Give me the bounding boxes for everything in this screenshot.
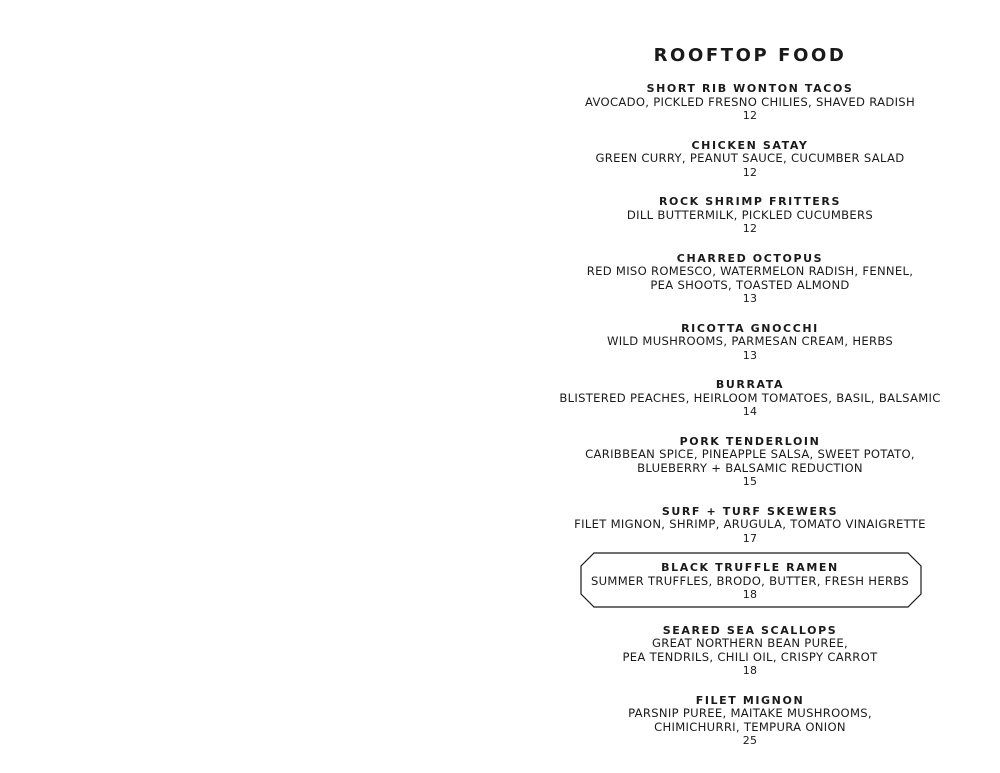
menu-item-name: BURRATA	[715, 378, 785, 391]
menu-item-description-line: CHIMICHURRI, TEMPURA ONION	[654, 719, 846, 734]
menu-item	[550, 378, 950, 419]
menu-item-description-line: PARSNIP PUREE, MAITAKE MUSHROOMS,	[628, 706, 872, 720]
menu-item-description	[550, 575, 950, 589]
menu-item-description-line: RED MISO ROMESCO, WATERMELON RADISH, FENNEL,	[586, 264, 914, 278]
menu-item-price: 13	[742, 292, 758, 305]
menu-item-description-line: WILD MUSHROOMS, PARMESAN CREAM, HERBS	[606, 334, 894, 348]
menu-item-name: RICOTTA GNOCCHI	[681, 321, 819, 335]
menu-panel	[550, 44, 950, 764]
menu-item-description	[550, 707, 950, 734]
menu-item-price: 12	[742, 165, 758, 179]
menu-item-price: 12	[742, 109, 758, 122]
menu-item-name: CHICKEN SATAY	[691, 138, 809, 152]
menu-title: ROOFTOP FOOD	[653, 45, 847, 66]
menu-item-description-line: PEA SHOOTS, TOASTED ALMOND	[650, 277, 850, 292]
menu-item-description	[550, 152, 950, 166]
menu-item	[550, 252, 950, 306]
menu-item	[550, 139, 950, 180]
menu-item-description-line: SUMMER TRUFFLES, BRODO, BUTTER, FRESH HERBS	[590, 573, 910, 588]
menu-item	[550, 195, 950, 236]
menu-item-description-line: BLISTERED PEACHES, HEIRLOOM TOMATOES, BASIL, BALSAMIC	[559, 390, 941, 405]
menu-item-featured	[550, 561, 950, 602]
menu-item	[550, 82, 950, 123]
menu-item	[550, 505, 950, 546]
menu-item-description	[550, 392, 950, 406]
menu-item	[550, 694, 950, 748]
menu-item	[550, 435, 950, 489]
menu-item-name: SEARED SEA SCALLOPS	[662, 623, 838, 637]
menu-item-description-line: DILL BUTTERMILK, PICKLED CUCUMBERS	[626, 207, 874, 222]
menu-item-description-line: CARIBBEAN SPICE, PINEAPPLE SALSA, SWEET POTATO,	[585, 447, 915, 461]
menu-item-description-line: GREAT NORTHERN BEAN PUREE,	[652, 636, 848, 650]
menu-item-description	[550, 335, 950, 349]
menu-item-description	[550, 518, 950, 532]
menu-item-name: FILET MIGNON	[695, 693, 805, 707]
menu-item-price: 25	[742, 734, 758, 747]
menu-item-price: 12	[742, 222, 758, 235]
menu-item-description	[550, 265, 950, 292]
menu-item-price: 15	[742, 475, 758, 488]
menu-item-name: SURF + TURF SKEWERS	[661, 504, 839, 518]
menu-item-price: 14	[742, 405, 758, 418]
menu-item-description-line: FILET MIGNON, SHRIMP, ARUGULA, TOMATO VINAIGRETTE	[574, 517, 926, 531]
menu-item-price: 17	[742, 531, 758, 545]
menu-item-description-line: AVOCADO, PICKLED FRESNO CHILIES, SHAVED RADISH	[585, 94, 915, 109]
menu-item	[550, 624, 950, 678]
menu-item-name: BLACK TRUFFLE RAMEN	[661, 561, 839, 574]
menu-item-description-line: PEA TENDRILS, CHILI OIL, CRISPY CARROT	[622, 649, 878, 664]
menu-item-list	[550, 82, 950, 748]
menu-item-description	[550, 96, 950, 110]
menu-item-name: SHORT RIB WONTON TACOS	[646, 82, 854, 95]
menu-item-description	[550, 209, 950, 223]
menu-item-description-line: GREEN CURRY, PEANUT SAUCE, CUCUMBER SALAD	[595, 151, 905, 165]
menu-item-price: 13	[742, 348, 758, 362]
menu-item-description-line: BLUEBERRY + BALSAMIC REDUCTION	[637, 460, 863, 475]
menu-item-description	[550, 448, 950, 475]
menu-item	[550, 322, 950, 363]
menu-item-name: PORK TENDERLOIN	[679, 434, 821, 448]
menu-item-description	[550, 637, 950, 664]
menu-item-name: ROCK SHRIMP FRITTERS	[658, 195, 842, 208]
menu-item-price: 18	[742, 588, 758, 601]
menu-item-name: CHARRED OCTOPUS	[676, 251, 824, 265]
menu-item-price: 18	[742, 664, 758, 677]
